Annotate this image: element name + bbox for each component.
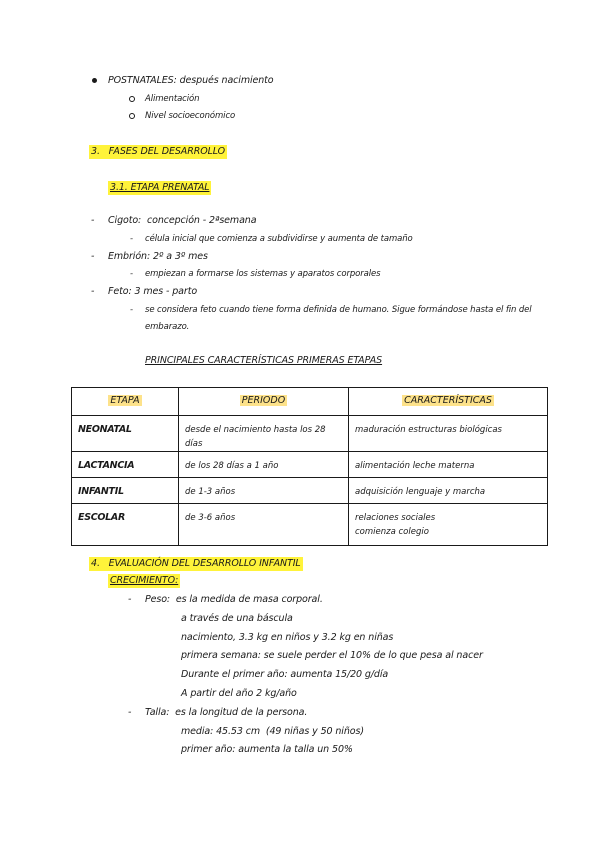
talla-line: media: 45.53 cm (49 niñas y 50 niños) [181,726,364,737]
table-row [72,478,548,504]
postnatales-label: POSTNATALES: después nacimiento [108,75,274,86]
chars-cell: adquisición lenguaje y marcha [349,478,548,504]
peso-line: a través de una báscula [181,613,293,624]
phase-detail: célula inicial que comienza a subdividirse y aumenta de tamaño [145,234,413,244]
bullet-circle-icon [129,96,135,102]
stage-cell: ESCOLAR [72,504,179,546]
postnatales-item: Nivel socioeconómico [145,111,236,121]
period-cell: de 1-3 años [179,478,349,504]
table-header-cell: CARACTERÍSTICAS [349,388,548,416]
dash-icon: - [130,305,133,315]
chars-cell [349,504,548,546]
phase-detail: se considera feto cuando tiene forma definida de humano. Sigue formándose hasta el fin del [145,305,532,315]
table-header-cell: PERIODO [179,388,349,416]
peso-line: nacimiento, 3.3 kg en niños y 3.2 kg en niñas [181,632,394,643]
table-row [72,504,548,546]
phase-label: Cigoto: concepción - 2ªsemana [108,215,257,226]
dash-icon: - [128,594,132,605]
table-header-cell: ETAPA [72,388,179,416]
phase-detail-continued: embarazo. [145,322,190,332]
dash-icon: - [130,269,133,279]
dash-icon: - [130,234,133,244]
bullet-circle-icon [129,113,135,119]
section-3-title: 3. FASES DEL DESARROLLO [91,146,226,157]
talla-label: Talla: es la longitud de la persona. [145,707,308,718]
table-header-row [72,388,548,416]
period-cell: de los 28 días a 1 año [179,452,349,478]
section-4-title: 4. EVALUACIÓN DEL DESARROLLO INFANTIL [91,558,301,569]
section-3-subtitle: 3.1. ETAPA PRENATAL [110,182,210,193]
stages-table [71,387,548,546]
dash-icon: - [91,286,95,297]
talla-line: primer año: aumenta la talla un 50% [181,744,353,755]
period-cell: desde el nacimiento hasta los 28 días [179,416,349,452]
period-cell: de 3-6 años [179,504,349,546]
phase-label: Embrión: 2º a 3º mes [108,251,208,262]
peso-label: Peso: es la medida de masa corporal. [145,594,323,605]
dash-icon: - [91,251,95,262]
dash-icon: - [128,707,132,718]
table-title: PRINCIPALES CARACTERÍSTICAS PRIMERAS ETAPAS [145,355,383,366]
postnatales-item: Alimentación [145,94,200,104]
chars-cell: maduración estructuras biológicas [349,416,548,452]
chars-line: relaciones sociales [355,513,436,523]
peso-line: Durante el primer año: aumenta 15/20 g/día [181,669,389,680]
peso-line: A partir del año 2 kg/año [181,688,297,699]
stage-cell: INFANTIL [72,478,179,504]
stage-cell: LACTANCIA [72,452,179,478]
table-row [72,452,548,478]
phase-label: Feto: 3 mes - parto [108,286,198,297]
chars-line: comienza colegio [355,527,429,537]
phase-detail: empiezan a formarse los sistemas y aparatos corporales [145,269,381,279]
table-row [72,416,548,452]
bullet-dot-icon [92,78,97,83]
chars-cell: alimentación leche materna [349,452,548,478]
peso-line: primera semana: se suele perder el 10% de lo que pesa al nacer [181,650,483,661]
section-4-subtitle: CRECIMIENTO: [110,575,179,586]
dash-icon: - [91,215,95,226]
stage-cell: NEONATAL [72,416,179,452]
